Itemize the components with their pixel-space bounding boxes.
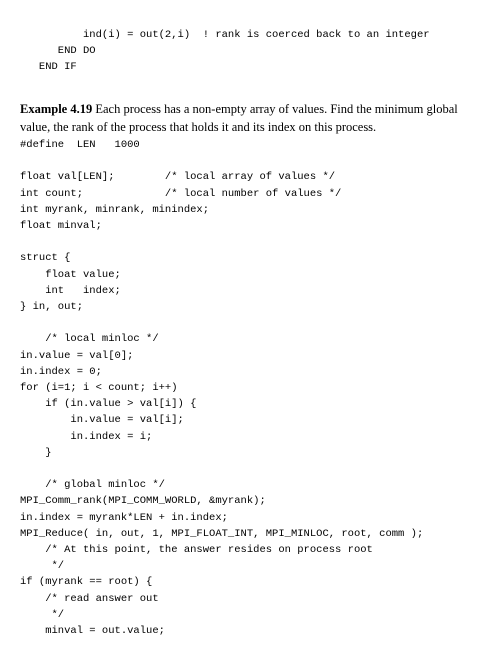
code-line: in.index = 0; xyxy=(20,365,102,378)
code-line: END DO xyxy=(20,45,96,58)
code-line: /* read answer out xyxy=(20,592,159,605)
code-line: /* global minloc */ xyxy=(20,479,165,492)
example-label: Example 4.19 xyxy=(20,102,93,116)
code-line: ind(i) = out(2,i) ! rank is coerced back to an integer xyxy=(20,29,430,41)
code-line: if (myrank == root) { xyxy=(20,576,153,589)
example-paragraph xyxy=(20,101,480,136)
code-line: */ xyxy=(20,608,65,621)
code-line: in.index = myrank*LEN + in.index; xyxy=(20,511,228,524)
code-line: /* local minloc */ xyxy=(20,333,159,346)
code-listing-top xyxy=(20,27,430,76)
code-line: /* At this point, the answer resides on process root xyxy=(20,544,373,557)
code-line: float value; xyxy=(20,268,121,281)
code-line: MPI_Reduce( in, out, 1, MPI_FLOAT_INT, MPI_MINLOC, root, comm ); xyxy=(20,527,424,540)
code-line: struct { xyxy=(20,252,71,265)
code-line: END IF xyxy=(20,61,77,74)
code-line: float minval; xyxy=(20,220,102,233)
code-line: } xyxy=(20,446,52,459)
code-line: MPI_Comm_rank(MPI_COMM_WORLD, &myrank); xyxy=(20,495,266,508)
code-line: */ xyxy=(20,560,65,573)
code-line: minval = out.value; xyxy=(20,625,165,638)
code-line: in.value = val[0]; xyxy=(20,349,134,362)
code-line: int count; /* local number of values */ xyxy=(20,187,342,200)
code-line: in.index = i; xyxy=(20,430,153,443)
code-listing-main xyxy=(20,137,423,639)
code-line: in.value = val[i]; xyxy=(20,414,184,427)
example-text: Each process has a non-empty array of values. Find the minimum global value, the rank of the process that holds it and its index on this process. xyxy=(20,102,458,134)
code-line: float val[LEN]; /* local array of values */ xyxy=(20,171,336,184)
code-line: if (in.value > val[i]) { xyxy=(20,398,197,411)
code-line: int myrank, minrank, minindex; xyxy=(20,203,210,216)
code-line: } in, out; xyxy=(20,301,84,314)
code-line: #define LEN 1000 xyxy=(20,139,140,151)
code-line: for (i=1; i < count; i++) xyxy=(20,382,178,395)
code-line: int index; xyxy=(20,284,121,297)
